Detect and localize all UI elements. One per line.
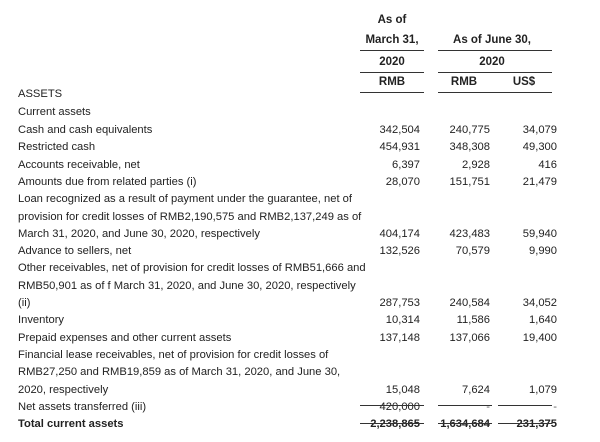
- value-june-2020-rmb: 11,586: [456, 314, 490, 327]
- year-rule-col23: [438, 72, 552, 73]
- header-year-col1: 2020: [379, 56, 405, 68]
- row-label: Restricted cash: [18, 141, 96, 154]
- total-underline-col2: [438, 423, 492, 424]
- total-rule-col1: [360, 405, 424, 406]
- table-row: [0, 191, 600, 207]
- table-row: [0, 347, 600, 363]
- value-june-2020-rmb: 70,579: [455, 245, 490, 258]
- row-label: Inventory: [18, 314, 65, 327]
- value-june-2020-rmb: 1,634,684: [440, 418, 490, 431]
- value-march-2020-rmb: 15,048: [385, 383, 420, 396]
- value-june-2020-rmb: 423,483: [449, 227, 490, 240]
- table-row: [0, 157, 600, 173]
- row-label: Accounts receivable, net: [18, 158, 140, 171]
- table-row: [0, 295, 600, 311]
- year-rule-col1: [360, 72, 424, 73]
- table-row: [0, 382, 600, 398]
- value-june-2020-usd: -: [553, 400, 557, 413]
- row-label: Prepaid expenses and other current assets: [18, 331, 232, 344]
- total-rule-col3: [498, 405, 552, 406]
- value-june-2020-rmb: 348,308: [449, 141, 490, 154]
- value-march-2020-rmb: 287,753: [379, 297, 420, 309]
- value-june-2020-rmb: 151,751: [449, 175, 490, 188]
- row-label: March 31, 2020, and June 30, 2020, respectively: [18, 227, 260, 240]
- value-june-2020-usd: 34,079: [522, 124, 557, 136]
- header-year-col23: 2020: [479, 56, 505, 68]
- table-row: [0, 364, 600, 380]
- header-currency-col3: US$: [512, 76, 536, 88]
- value-june-2020-usd: 19,400: [522, 331, 557, 344]
- header-currency-col2: RMB: [450, 76, 478, 88]
- table-row: [0, 399, 600, 415]
- value-june-2020-usd: 1,640: [529, 314, 557, 327]
- value-march-2020-rmb: 10,314: [385, 314, 420, 327]
- table-row: [0, 260, 600, 276]
- value-june-2020-rmb: -: [486, 400, 490, 413]
- total-underline-col3: [498, 423, 552, 424]
- value-march-2020-rmb: 28,070: [385, 175, 420, 188]
- value-march-2020-rmb: 6,397: [392, 158, 420, 171]
- value-june-2020-rmb: 137,066: [449, 331, 490, 344]
- value-march-2020-rmb: 2,238,865: [370, 418, 420, 431]
- section-assets: [0, 86, 600, 102]
- header-march-31: March 31,: [365, 34, 419, 46]
- section-current-assets-label: Current assets: [18, 106, 91, 118]
- table-row: [0, 312, 600, 328]
- row-label: Advance to sellers, net: [18, 245, 132, 258]
- table-row: [0, 278, 600, 294]
- table-row: [0, 330, 600, 346]
- value-june-2020-usd: 9,990: [529, 245, 557, 258]
- total-underline-col1: [360, 423, 424, 424]
- value-june-2020-usd: 416: [538, 158, 557, 171]
- table-row: [0, 174, 600, 190]
- value-june-2020-usd: 231,375: [516, 418, 557, 431]
- table-row: [0, 226, 600, 242]
- table-row: [0, 122, 600, 138]
- value-june-2020-rmb: 240,584: [449, 297, 490, 309]
- row-label: RMB50,901 as of f March 31, 2020, and June 30, 2020, respectively: [18, 279, 356, 292]
- value-march-2020-rmb: 137,148: [379, 331, 420, 344]
- value-june-2020-usd: 49,300: [522, 141, 557, 154]
- row-label: Net assets transferred (iii): [18, 400, 147, 413]
- value-june-2020-usd: 1,079: [529, 383, 557, 396]
- row-label: Other receivables, net of provision for credit losses of RMB51,666 and: [18, 262, 366, 275]
- header-rule-col1: [360, 50, 424, 51]
- value-march-2020-rmb: 420,000: [379, 400, 420, 413]
- row-label: Total current assets: [18, 418, 124, 431]
- row-label: Cash and cash equivalents: [18, 124, 153, 136]
- section-assets-label: ASSETS: [18, 88, 63, 100]
- row-label: 2020, respectively: [18, 383, 109, 396]
- header-as-of: As of: [377, 14, 407, 26]
- value-march-2020-rmb: 342,504: [379, 124, 420, 136]
- row-label: Financial lease receivables, net of provision for credit losses of: [18, 348, 329, 361]
- value-june-2020-usd: 59,940: [522, 227, 557, 240]
- value-june-2020-usd: 21,479: [522, 175, 557, 188]
- row-label: provision for credit losses of RMB2,190,575 and RMB2,137,249 as of: [18, 210, 362, 223]
- table-row: [0, 139, 600, 155]
- row-label: RMB27,250 and RMB19,859 as of March 31, 2020, and June 30,: [18, 366, 341, 379]
- value-march-2020-rmb: 454,931: [379, 141, 420, 154]
- row-label: Loan recognized as a result of payment under the guarantee, net of: [18, 193, 352, 206]
- value-june-2020-rmb: 2,928: [462, 158, 490, 171]
- table-row: [0, 243, 600, 259]
- value-march-2020-rmb: 404,174: [379, 227, 420, 240]
- table-row: [0, 209, 600, 225]
- total-rule-col2: [438, 405, 492, 406]
- value-june-2020-rmb: 7,624: [462, 383, 490, 396]
- header-rule-col23: [438, 50, 552, 51]
- value-march-2020-rmb: 132,526: [379, 245, 420, 258]
- value-june-2020-usd: 34,052: [522, 297, 557, 309]
- header-currency-col1: RMB: [378, 76, 406, 88]
- header-as-of-june-30: As of June 30,: [453, 34, 531, 46]
- section-current-assets: [0, 104, 600, 120]
- row-label: Amounts due from related parties (i): [18, 175, 197, 188]
- row-label: (ii): [18, 297, 31, 309]
- table-row: [0, 416, 600, 432]
- value-june-2020-rmb: 240,775: [449, 124, 490, 136]
